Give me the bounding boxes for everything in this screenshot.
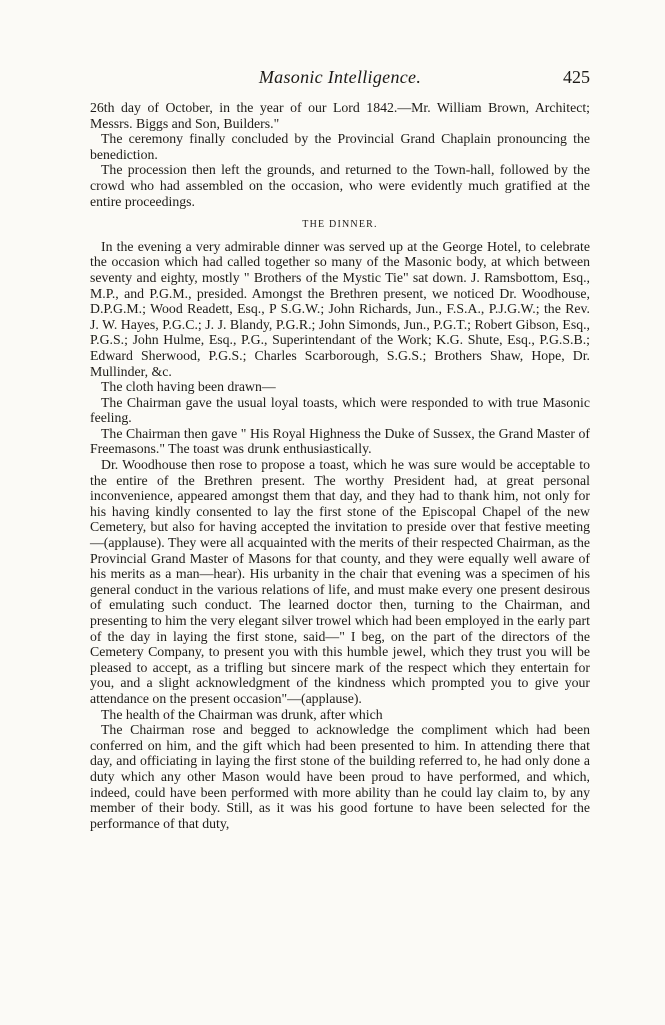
- paragraph: The Chairman gave the usual loyal toasts, which were responded to with true Masonic feeling.: [90, 394, 590, 426]
- paragraph: The ceremony finally concluded by the Provincial Grand Chaplain pronouncing the benediction.: [90, 131, 590, 162]
- paragraph: The health of the Chairman was drunk, after which: [101, 706, 383, 722]
- page-number: 425: [563, 67, 590, 87]
- page-header: [90, 67, 590, 100]
- paragraph: Dr. Woodhouse then rose to propose a toast, which he was sure would be acceptable to the entire of the Brethren present. The worthy President had, at great personal inconvenience, appeared amongst them that day, and they had to thank him, not only for his having kindly consented to lay the first stone of the Episcopal Chapel of the new Cemetery, but also for having accepted the invitation to preside over that festive meeting—(applause). They were all acquainted with the merits of their respected Chairman, as the Provincial Grand Master of Masons for that county, and they were equally well aware of his merits as a man—hear). His urbanity in the chair that evening was a specimen of his general conduct in the various relations of life, and must make every one present desirous of emulating such conduct. The learned doctor then, turning to the Chairman, and presenting to him the very elegant silver trowel which had been employed in the early part of the day in laying the first stone, said—" I beg, on the part of the directors of the Cemetery Company, to present you with this humble jewel, which they trust you will be pleased to accept, as a trifling but sincere mark of the respect which they entertain for you, and a slight acknowledgment of the kindness which prompted you to give your attendance on the present occasion"—(applause).: [90, 457, 590, 706]
- paragraph: The procession then left the grounds, and returned to the Town-hall, followed by the crowd who had assembled on the occasion, who were evidently much gratified at the entire proceedings.: [90, 162, 590, 209]
- paragraph: The Chairman then gave " His Royal Highness the Duke of Sussex, the Grand Master of Freemasons." The toast was drunk enthusiastically.: [90, 425, 590, 457]
- section-heading: THE DINNER.: [302, 219, 378, 231]
- paragraph: In the evening a very admirable dinner was served up at the George Hotel, to celebrate the occasion which had called together so many of the Masonic body, at which between seventy and eighty, mostly " Brothers of the Mystic Tie" sat down. J. Ramsbottom, Esq., M.P., and P.G.M., presided. Amongst the Brethren present, we noticed Dr. Woodhouse, D.P.G.M.; Wood Readett, Esq., P S.G.W.; John Richards, Jun., F.S.A., P.J.G.W.; the Rev. J. W. Hayes, P.G.C.; J. J. Blandy, P.G.R.; John Simonds, Jun., P.G.T.; Robert Gibson, Esq., P.G.S.; John Hulme, Esq., P.G., Superintendant of the Work; K.G. Shute, Esq., P.G.S.B.; Edward Sherwood, P.G.S.; Charles Scarborough, S.G.S.; Brothers Shaw, Hope, Dr. Mullinder, &c.: [90, 238, 590, 379]
- running-title: Masonic Intelligence.: [258, 67, 422, 87]
- paragraph: The Chairman rose and begged to acknowledge the compliment which had been conferred on him, and the gift which had been presented to him. In attending there that day, and officiating in laying the first stone of the building referred to, he had only done a duty which any other Mason would have been proud to have performed, and which, indeed, could have been performed with more ability than he could lay claim to, by any member of their body. Still, as it was his good fortune to have been selected for the performance of that duty,: [90, 722, 590, 831]
- paragraph: 26th day of October, in the year of our Lord 1842.—Mr. William Brown, Architect; Messrs. Biggs and Son, Builders.": [90, 100, 590, 131]
- paragraph: The cloth having been drawn—: [101, 379, 276, 395]
- document-page: [90, 67, 590, 831]
